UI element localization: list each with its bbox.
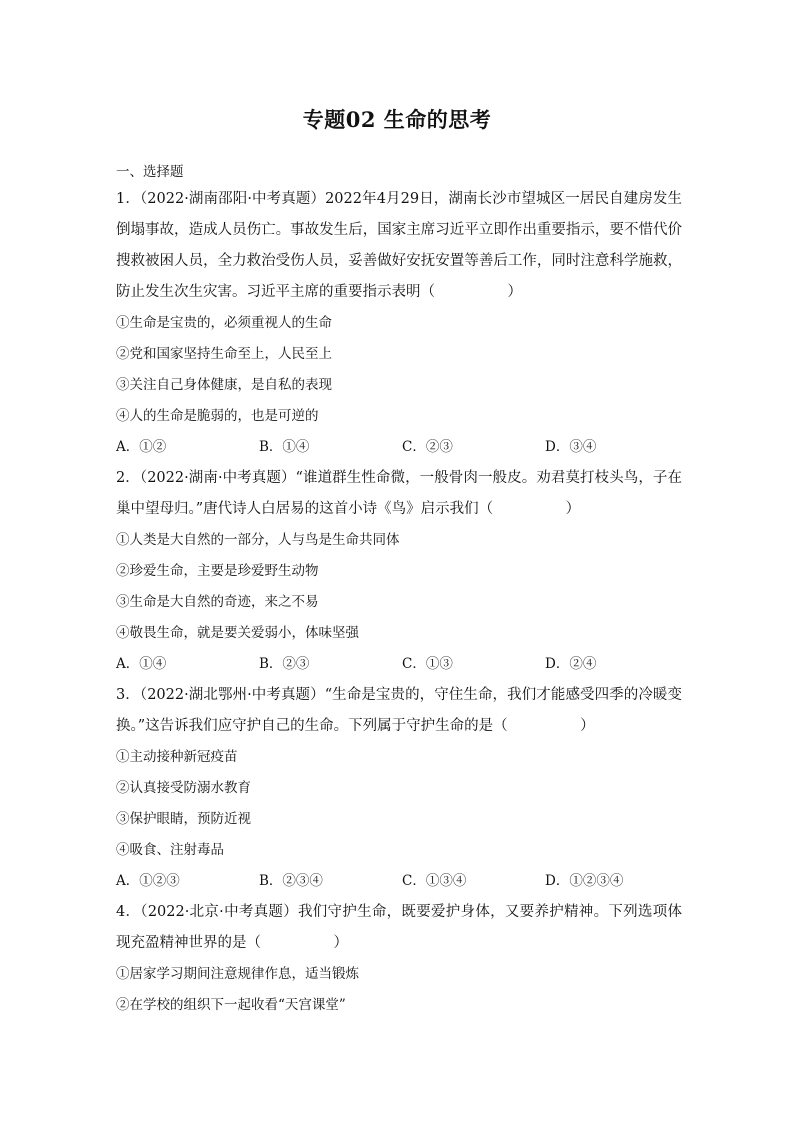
choice-d: D．①②③④ <box>545 873 624 889</box>
choice-b: B．①④ <box>259 439 310 455</box>
question-list <box>116 184 682 1021</box>
statement-option: ①生命是宝贵的，必须重视人的生命 <box>116 315 332 331</box>
statement-option: ③保护眼睛，预防近视 <box>116 811 251 827</box>
choice-b: B．②③④ <box>259 873 323 889</box>
question-stem: 2．（2022·湖南·中考真题）“谁道群生性命微，一般骨肉一般皮。劝君莫打枝头鸟，子在巢中望母归。”唐代诗人白居易的这首小诗《鸟》启示我们（ ） <box>116 470 682 517</box>
choice-d: D．③④ <box>545 439 597 455</box>
question-2 <box>116 463 682 680</box>
statement-option: ②珍爱生命，主要是珍爱野生动物 <box>116 563 319 579</box>
statement-option: ②党和国家坚持生命至上，人民至上 <box>116 346 332 362</box>
question-stem: 4．（2022·北京·中考真题）我们守护生命，既要爱护身体，又要养护精神。下列选项体现充盈精神世界的是（ ） <box>116 904 682 951</box>
page-title: 专题02 生命的思考 <box>302 107 492 132</box>
question-4 <box>116 897 682 1021</box>
choice-d: D．②④ <box>545 656 597 672</box>
statement-option: ②在学校的组织下一起收看“天宫课堂” <box>116 997 346 1013</box>
choice-c: C．②③ <box>402 439 453 455</box>
answer-choices <box>116 649 682 680</box>
choice-a: A．①④ <box>116 656 167 672</box>
statement-option: ④敬畏生命，就是要关爱弱小，体味坚强 <box>116 625 359 641</box>
answer-choices <box>116 432 682 463</box>
choice-c: C．①③④ <box>402 873 467 889</box>
statement-option: ②认真接受防溺水教育 <box>116 780 251 796</box>
statement-option: ④吸食、注射毒品 <box>116 842 224 858</box>
statement-option: ④人的生命是脆弱的，也是可逆的 <box>116 408 319 424</box>
question-stem: 3．（2022·湖北鄂州·中考真题）“生命是宝贵的，守住生命，我们才能感受四季的冷暖变换。”这告诉我们应守护自己的生命。下列属于守护生命的是（ ） <box>116 687 682 734</box>
choice-a: A．①② <box>116 439 167 455</box>
question-3 <box>116 680 682 897</box>
question-stem: 1．（2022·湖南邵阳·中考真题）2022年4月29日，湖南长沙市望城区一居民自建房发生倒塌事故，造成人员伤亡。事故发生后，国家主席习近平立即作出重要指示，要不惜代价搜救被困人员，全力救治受伤人员，妥善做好安抚安置等善后工作，同时注意科学施救，防止发生次生灾害。习近平主席的重要指示表明（ ） <box>116 191 682 300</box>
answer-choices <box>116 866 682 897</box>
statement-option: ③生命是大自然的奇迹，来之不易 <box>116 594 319 610</box>
choice-b: B．②③ <box>259 656 310 672</box>
question-1 <box>116 184 682 463</box>
statement-option: ③关注自己身体健康，是自私的表现 <box>116 377 332 393</box>
statement-option: ①人类是大自然的一部分，人与鸟是生命共同体 <box>116 532 400 548</box>
section-heading: 一、选择题 <box>116 164 184 180</box>
statement-option: ①主动接种新冠疫苗 <box>116 749 238 765</box>
statement-option: ①居家学习期间注意规律作息，适当锻炼 <box>116 966 359 982</box>
choice-c: C．①③ <box>402 656 453 672</box>
choice-a: A．①②③ <box>116 873 180 889</box>
